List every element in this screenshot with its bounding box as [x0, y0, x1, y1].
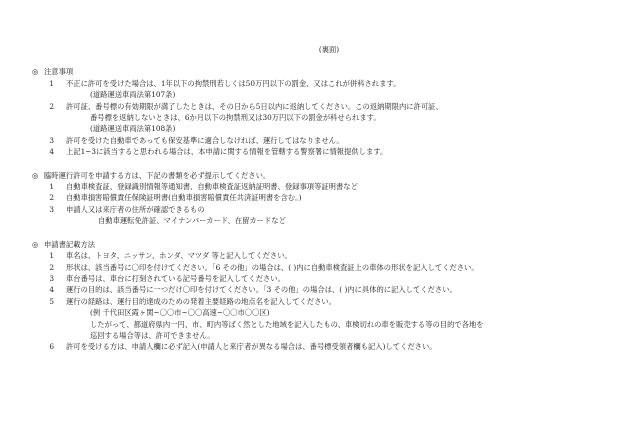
item-continuation: したがって、都道府県内一円、市、町内等ばく然とした地域を記入したもの、車検切れの車を販売する等の目的で各地を: [90, 319, 484, 329]
list-item: [32, 296, 606, 307]
item-text: 形状は、該当番号に〇印を付けてください。「6 その他」の場合は、( )内に自動車検査証上の車体の形状を記入してください。: [66, 262, 479, 272]
list-item: [32, 204, 606, 215]
item-number: 2: [49, 193, 54, 203]
item-text: 自動車検査証、登録識別情報等通知書、自動車検査証返納証明書、登録事項等証明書など: [66, 182, 358, 192]
section-heading: [32, 170, 606, 181]
list-item: [32, 78, 606, 89]
item-number: 5: [49, 296, 54, 306]
double-circle-mark: ◎: [32, 67, 39, 77]
list-item: [32, 192, 606, 203]
list-item: [32, 341, 606, 352]
item-text: 申請人又は来庁者の住所が確認できるもの: [66, 204, 205, 214]
item-text: 不正に許可を受けた場合は、1年以下の拘禁刑若しくは50万円以下の罰金、又はこれが併科されます。: [66, 78, 401, 88]
list-item: [32, 250, 606, 261]
item-continuation: (道路運送車両法第107条): [90, 90, 176, 100]
item-text: 車名は、トヨタ、ニッサン、ホンダ、マツダ 等と記入してください。: [66, 251, 292, 261]
item-number: 1: [49, 182, 54, 192]
item-text: 許可を受けた自動車であっても保安基準に適合しなければ、運行してはなりません。: [66, 135, 344, 145]
section-notes: [32, 66, 606, 157]
section-required-documents: [32, 170, 606, 227]
item-number: 3: [49, 273, 54, 283]
item-text: 運行の経路は、運行目的達成のための発着主要経路の地点名を記入してください。: [66, 296, 336, 306]
section-how-to-fill: [32, 239, 606, 353]
item-number: 2: [49, 101, 54, 111]
item-number: 1: [49, 251, 54, 261]
item-continuation: 自動車運転免許証、マイナンバーカード、在留カードなど: [98, 216, 286, 226]
double-circle-mark: ◎: [32, 239, 39, 249]
item-text: 許可証、番号標の有効期限が満了したときは、その日から5日以内に返納してください。この返納期限内に許可証、: [66, 101, 443, 111]
section-heading: [32, 66, 606, 77]
item-number: 4: [49, 285, 54, 295]
list-item: [32, 135, 606, 146]
list-item: [32, 284, 606, 295]
list-item: [32, 101, 606, 112]
section-heading-text: 注意事項: [44, 67, 74, 77]
item-text: 運行の目的は、該当番号に一つだけ〇印を付けてください。「3 その他」の場合は、( )内に具体的に記入してください。: [66, 285, 457, 295]
item-number: 4: [49, 147, 54, 157]
item-number: 6: [49, 342, 54, 352]
list-item: [32, 146, 606, 157]
item-continuation: 巡回する場合等は、許可できません。: [90, 330, 215, 340]
section-heading-text: 申請書記載方法: [44, 239, 96, 249]
item-text: 許可を受ける方は、申請人欄に必ず記入(申請人と来庁者が異なる場合は、番号標受領者欄も記入)してください。: [66, 342, 437, 352]
item-number: 1: [49, 78, 54, 88]
list-item: [32, 273, 606, 284]
item-text: 自動車損害賠償責任保険証明書(自動車損害賠償責任共済証明書を含む。): [66, 193, 302, 203]
item-continuation: 番号標を返納しないときは、6か月以下の拘禁刑又は30万円以下の罰金が科せられます。: [90, 113, 381, 123]
item-text: 上記1~3に該当すると思われる場合は、本申請に関する情報を管轄する警察署に情報提供します。: [66, 147, 388, 157]
item-number: 3: [49, 204, 54, 214]
item-number: 2: [49, 262, 54, 272]
double-circle-mark: ◎: [32, 170, 39, 180]
list-item: [32, 181, 606, 192]
item-number: 3: [49, 135, 54, 145]
item-continuation: (例 千代田区霞ヶ関~〇〇市~〇〇高速~〇〇市〇〇区): [90, 308, 270, 318]
list-item: [32, 262, 606, 273]
section-heading: [32, 239, 606, 250]
section-heading-text: 臨時運行許可を申請する方は、下記の書類を必ず提示してください。: [44, 170, 271, 180]
page-title: (裏面): [318, 45, 340, 54]
item-text: 車台番号は、車台に打刻されている記号番号を記入してください。: [66, 273, 285, 283]
item-continuation: (道路運送車両法第108条): [90, 124, 176, 134]
